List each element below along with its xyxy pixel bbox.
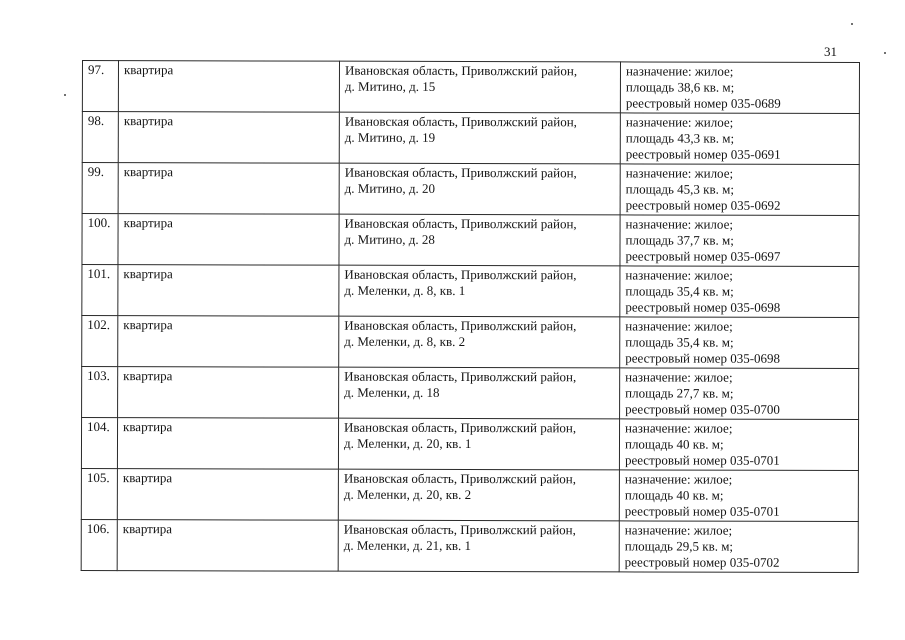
label-purpose-prefix: назначение: bbox=[625, 369, 695, 385]
row-number bbox=[82, 316, 118, 367]
object-address bbox=[339, 61, 620, 113]
cell-address-line2: д. Меленки, д. 20, кв. 1 bbox=[343, 435, 472, 452]
cell-area: 45,3 bbox=[677, 181, 700, 197]
label-registry-prefix: реестровый номер bbox=[625, 401, 731, 417]
cell-registry: 035-0692 bbox=[730, 197, 781, 213]
row-number bbox=[81, 418, 117, 469]
label-area-unit: кв. м; bbox=[689, 436, 724, 452]
object-type bbox=[118, 265, 339, 317]
cell-type: квартира bbox=[123, 215, 173, 231]
cell-num: 97. bbox=[87, 62, 105, 78]
cell-area: 35,4 bbox=[676, 334, 700, 350]
table-row bbox=[81, 468, 858, 521]
row-number bbox=[82, 61, 118, 112]
object-characteristics bbox=[620, 215, 859, 267]
cell-address-line2: д. Митино, д. 15 bbox=[344, 78, 436, 94]
label-area-prefix: площадь bbox=[624, 487, 677, 503]
object-type bbox=[117, 469, 338, 521]
label-area-unit: кв. м; bbox=[700, 79, 735, 95]
scan-speck bbox=[851, 23, 853, 25]
cell-purpose: жилое; bbox=[694, 369, 733, 385]
object-characteristics bbox=[620, 266, 859, 318]
label-area-prefix: площадь bbox=[625, 232, 678, 248]
object-characteristics bbox=[620, 368, 859, 420]
cell-address-line1: Ивановская область, Приволжский район, bbox=[344, 317, 577, 334]
row-number bbox=[82, 265, 118, 316]
cell-purpose: жилое; bbox=[693, 471, 733, 487]
object-characteristics bbox=[620, 317, 859, 369]
label-registry-prefix: реестровый номер bbox=[625, 146, 731, 162]
label-purpose-prefix: назначение: bbox=[625, 63, 695, 79]
cell-address-line1: Ивановская область, Приволжский район, bbox=[344, 266, 577, 283]
object-type bbox=[118, 367, 339, 419]
cell-address-line2: д. Меленки, д. 8, кв. 1 bbox=[344, 282, 466, 299]
cell-area: 40 bbox=[676, 436, 690, 452]
cell-type: квартира bbox=[123, 317, 173, 333]
object-address bbox=[339, 214, 620, 266]
object-address bbox=[338, 520, 619, 572]
cell-address-line2: д. Меленки, д. 8, кв. 2 bbox=[344, 333, 466, 350]
cell-num: 102. bbox=[87, 317, 111, 333]
property-table-body bbox=[81, 61, 859, 573]
object-characteristics bbox=[619, 521, 858, 573]
label-area-prefix: площадь bbox=[625, 283, 677, 299]
object-address bbox=[339, 367, 620, 419]
cell-area: 43,3 bbox=[677, 130, 701, 146]
row-number bbox=[82, 214, 118, 265]
label-registry-prefix: реестровый номер bbox=[625, 248, 731, 264]
label-registry-prefix: реестровый номер bbox=[625, 299, 731, 315]
cell-address-line2: д. Митино, д. 28 bbox=[344, 231, 435, 247]
label-area-unit: кв. м; bbox=[699, 283, 734, 299]
label-registry-prefix: реестровый номер bbox=[625, 350, 731, 366]
label-area-unit: кв. м; bbox=[699, 181, 735, 197]
cell-purpose: жилое; bbox=[694, 216, 733, 232]
label-purpose-prefix: назначение: bbox=[625, 267, 695, 283]
table-row bbox=[82, 214, 859, 267]
cell-type: квартира bbox=[123, 419, 173, 435]
cell-registry: 035-0691 bbox=[730, 146, 781, 162]
cell-type: квартира bbox=[123, 113, 174, 129]
object-characteristics bbox=[620, 164, 859, 216]
cell-address-line1: Ивановская область, Приволжский район, bbox=[344, 215, 577, 232]
cell-purpose: жилое; bbox=[694, 267, 733, 283]
label-area-unit: кв. м; bbox=[699, 334, 734, 350]
row-number bbox=[82, 367, 118, 418]
cell-address-line1: Ивановская область, Приволжский район, bbox=[344, 164, 577, 181]
cell-type: квартира bbox=[123, 164, 174, 180]
cell-area: 27,7 bbox=[676, 385, 700, 401]
label-area-unit: кв. м; bbox=[699, 385, 734, 401]
label-area-prefix: площадь bbox=[624, 538, 677, 554]
cell-address-line2: д. Митино, д. 20 bbox=[344, 180, 436, 196]
object-characteristics bbox=[620, 113, 859, 165]
table-row bbox=[81, 418, 858, 471]
cell-registry: 035-0697 bbox=[730, 248, 781, 264]
cell-registry: 035-0698 bbox=[730, 350, 781, 366]
cell-purpose: жилое; bbox=[694, 114, 734, 130]
table-row bbox=[82, 316, 859, 369]
object-address bbox=[339, 112, 620, 164]
label-area-unit: кв. м; bbox=[700, 130, 735, 146]
object-address bbox=[339, 163, 620, 215]
object-type bbox=[117, 520, 338, 572]
label-registry-prefix: реестровый номер bbox=[624, 503, 730, 519]
cell-num: 104. bbox=[87, 419, 110, 435]
cell-registry: 035-0700 bbox=[730, 401, 780, 417]
cell-address-line2: д. Меленки, д. 21, кв. 1 bbox=[343, 537, 472, 554]
cell-type: квартира bbox=[123, 368, 173, 384]
cell-type: квартира bbox=[123, 266, 173, 282]
property-table-container bbox=[81, 60, 860, 573]
row-number bbox=[82, 112, 118, 163]
object-characteristics bbox=[620, 62, 859, 114]
cell-num: 100. bbox=[87, 215, 111, 231]
row-number bbox=[81, 468, 117, 519]
cell-address-line1: Ивановская область, Приволжский район, bbox=[344, 419, 577, 436]
object-type bbox=[118, 61, 339, 113]
cell-address-line1: Ивановская область, Приволжский район, bbox=[344, 368, 577, 385]
cell-purpose: жилое; bbox=[693, 420, 733, 436]
label-purpose-prefix: назначение: bbox=[625, 216, 695, 232]
cell-address-line2: д. Митино, д. 19 bbox=[344, 129, 436, 145]
label-area-unit: кв. м; bbox=[698, 538, 734, 554]
object-address bbox=[338, 418, 619, 470]
cell-registry: 035-0689 bbox=[730, 95, 781, 111]
label-purpose-prefix: назначение: bbox=[625, 114, 695, 130]
label-registry-prefix: реестровый номер bbox=[624, 554, 730, 570]
object-type bbox=[117, 418, 338, 470]
table-row bbox=[81, 519, 858, 572]
object-type bbox=[118, 112, 339, 164]
cell-type: квартира bbox=[122, 470, 173, 486]
label-purpose-prefix: назначение: bbox=[624, 471, 694, 487]
table-row bbox=[82, 112, 859, 165]
label-registry-prefix: реестровый номер bbox=[625, 95, 731, 111]
cell-num: 99. bbox=[87, 164, 104, 180]
cell-area: 40 bbox=[676, 487, 690, 503]
object-address bbox=[339, 316, 620, 368]
label-area-prefix: площадь bbox=[625, 181, 678, 197]
cell-purpose: жилое; bbox=[693, 522, 733, 538]
label-registry-prefix: реестровый номер bbox=[625, 197, 731, 213]
cell-num: 103. bbox=[87, 368, 110, 384]
table-row bbox=[82, 265, 859, 318]
cell-area: 29,5 bbox=[676, 538, 700, 554]
cell-area: 38,6 bbox=[677, 79, 701, 95]
cell-address-line1: Ивановская область, Приволжский район, bbox=[343, 521, 576, 538]
cell-num: 105. bbox=[86, 470, 110, 486]
cell-address-line1: Ивановская область, Приволжский район, bbox=[344, 113, 577, 130]
object-type bbox=[118, 316, 339, 368]
label-purpose-prefix: назначение: bbox=[625, 420, 694, 436]
table-row bbox=[82, 163, 859, 216]
cell-purpose: жилое; bbox=[694, 165, 734, 181]
scan-speck bbox=[64, 94, 66, 96]
cell-num: 106. bbox=[86, 521, 110, 537]
object-characteristics bbox=[619, 470, 858, 522]
label-area-prefix: площадь bbox=[625, 385, 677, 401]
label-registry-prefix: реестровый номер bbox=[624, 452, 730, 468]
label-area-unit: кв. м; bbox=[689, 487, 724, 503]
label-purpose-prefix: назначение: bbox=[625, 318, 695, 334]
cell-address-line1: Ивановская область, Приволжский район, bbox=[343, 470, 577, 487]
cell-registry: 035-0698 bbox=[730, 299, 781, 315]
cell-address-line2: д. Меленки, д. 20, кв. 2 bbox=[343, 486, 472, 503]
cell-address-line1: Ивановская область, Приволжский район, bbox=[344, 62, 578, 79]
table-row bbox=[82, 367, 859, 420]
row-number bbox=[81, 519, 117, 570]
row-number bbox=[82, 163, 118, 214]
cell-area: 35,4 bbox=[676, 283, 700, 299]
cell-type: квартира bbox=[122, 521, 173, 537]
cell-registry: 035-0701 bbox=[729, 503, 780, 519]
cell-purpose: жилое; bbox=[694, 63, 734, 79]
cell-type: квартира bbox=[123, 62, 174, 78]
page-number: 31 bbox=[824, 44, 837, 59]
object-type bbox=[118, 163, 339, 215]
cell-num: 101. bbox=[87, 266, 111, 282]
label-area-prefix: площадь bbox=[625, 79, 678, 95]
object-characteristics bbox=[619, 419, 858, 471]
cell-area: 37,7 bbox=[677, 232, 700, 248]
label-area-prefix: площадь bbox=[624, 436, 677, 452]
cell-registry: 035-0701 bbox=[729, 452, 780, 468]
object-address bbox=[338, 469, 619, 521]
cell-num: 98. bbox=[87, 113, 105, 129]
scan-speck bbox=[884, 52, 886, 54]
object-address bbox=[339, 265, 620, 317]
label-area-prefix: площадь bbox=[625, 334, 677, 350]
table-row bbox=[82, 61, 859, 114]
label-purpose-prefix: назначение: bbox=[625, 165, 695, 181]
property-table bbox=[81, 60, 860, 573]
object-type bbox=[118, 214, 339, 266]
label-area-unit: кв. м; bbox=[699, 232, 734, 248]
label-area-prefix: площадь bbox=[625, 130, 678, 146]
cell-purpose: жилое; bbox=[694, 318, 733, 334]
cell-registry: 035-0702 bbox=[729, 554, 780, 570]
label-purpose-prefix: назначение: bbox=[624, 522, 694, 538]
cell-address-line2: д. Меленки, д. 18 bbox=[344, 384, 440, 400]
